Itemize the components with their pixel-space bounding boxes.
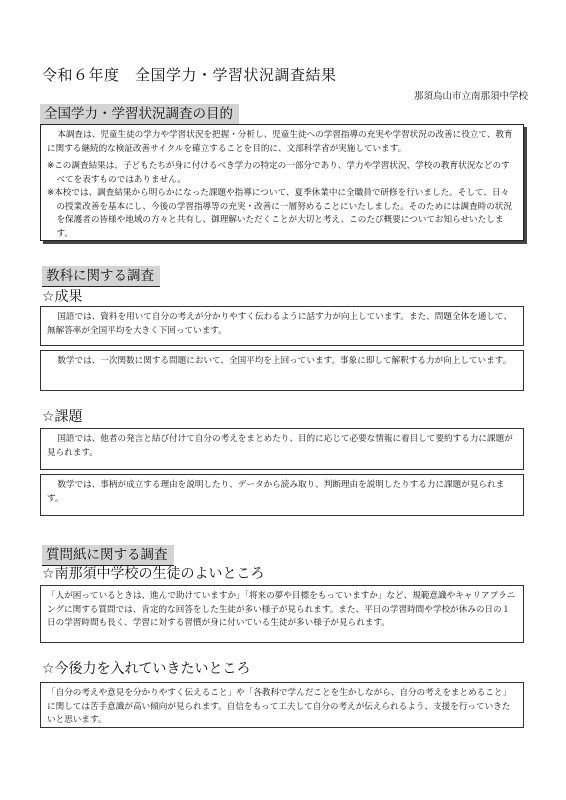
results-math-text: 数学では、一次関数に関する問題において、全国平均を上回っています。事象に即して解釈する力が向上しています。 (57, 356, 512, 366)
good-points-box (40, 585, 524, 643)
page-title: 令和６年度 全国学力・学習状況調査結果 (42, 66, 337, 84)
issues-math-box (40, 474, 524, 516)
questionnaire-heading: 質問紙に関する調査 (42, 545, 174, 566)
purpose-box (40, 124, 524, 241)
results-japanese-text: 国語では、資料を用いて自分の考えが分かりやすく伝わるように話す力が向上しています。また、問題全体を通して、無解答率が全国平均を大きく下回っています。 (47, 312, 512, 336)
future-focus-heading: ☆今後力を入れていきたいところ (42, 661, 251, 677)
results-japanese-box (40, 306, 524, 346)
school-name: 那須烏山市立南那須中学校 (413, 91, 528, 102)
issues-heading: ☆課題 (42, 409, 83, 425)
good-points-heading: ☆南那須中学校の生徒のよいところ (42, 566, 265, 582)
results-math-box (40, 350, 524, 391)
issues-japanese-text: 国語では、他者の発言と結び付けて自分の考えをまとめたり、目的に応じて必要な情報に着目して要約する力に課題が見られます。 (47, 434, 513, 458)
good-points-text: 「人が困っているときは、進んで助けていますか」「将来の夢や目標をもっていますか」など、規範意識やキャリアプラニングに関する質問では、肯定的な回答をした生徒が多い様子が見られます。また、平日の学習時間や学校が休みの日の１日の学習時間も長く、学習に対する習慣が身に付いている生徒が多い様子が見られます。 (47, 591, 516, 628)
purpose-body: 本調査は、児童生徒の学力や学習状況を把握・分析し、児童生徒への学習指導の充実や学習状況の改善に役立て、教育に関する継続的な検証改善サイクルを確立することを目的に、文部科学省が実施しています。 (47, 130, 513, 154)
issues-math-text: 数学では、事柄が成立する理由を説明したり、データから読み取り、判断理由を説明したりする力に課題が見られます。 (47, 480, 505, 504)
future-focus-text: 「自分の考えや意見を分かりやすく伝えること」や「各教科で学んだことを生かしながら、自分の考えをまとめること」に関しては苦手意識が高い傾向が見られます。自信をもって工夫して自分の考えが伝えられるよう、支援を行っていきたいと思います。 (47, 688, 512, 725)
subjects-heading: 教科に関する調査 (42, 266, 160, 287)
issues-japanese-box (40, 428, 524, 470)
future-focus-box (40, 682, 524, 728)
purpose-note-2: ※本校では、調査結果から明らかになった課題や指導について、夏季休業中に全職員で研修を行いました。そして、日々の授業改善を基本にし、今後の学習指導等の充実・改善に一層努めることにいたしました。そのためには調査時の状況を保護者の皆様や地域の方々と共有し、御理解いただくことが大切と考え、このたび概要についてお知らせいたします。 (47, 188, 512, 239)
purpose-note-1: ※この調査結果は、子どもたちが身に付けるべき学力の特定の一部分であり、学力や学習状況、学校の教育状況などのすべてを表すものではありません。 (47, 161, 510, 185)
results-heading: ☆成果 (42, 289, 83, 305)
purpose-heading: 全国学力・学習状況調査の目的 (40, 104, 239, 125)
